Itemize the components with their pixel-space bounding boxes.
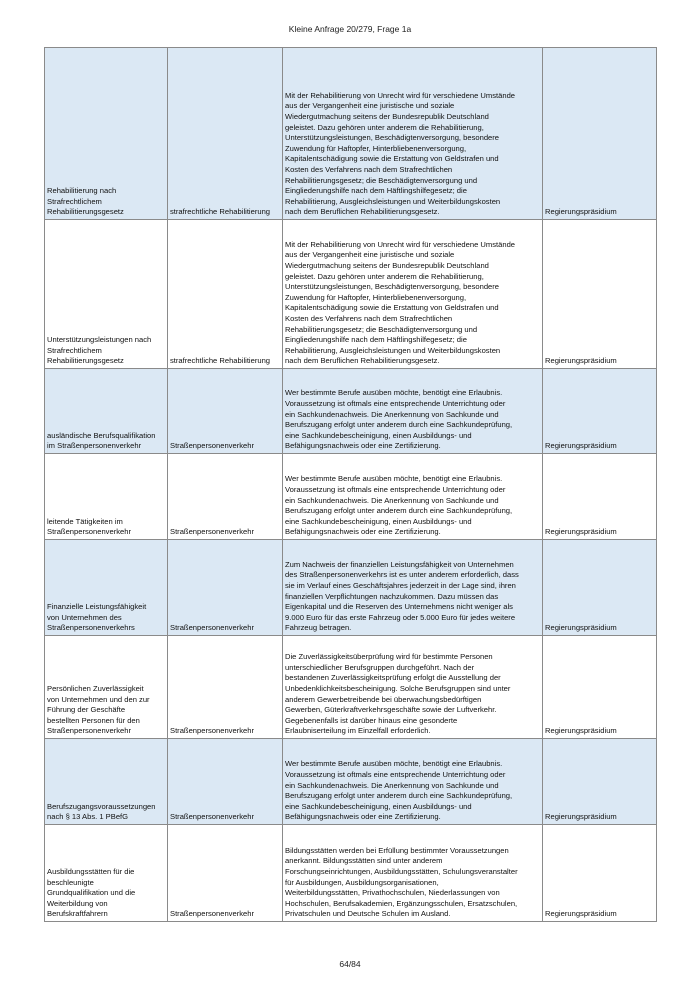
description-cell: Die Zuverlässigkeitsüberprüfung wird für bestimmte Personen unterschiedlicher Berufsgruppen durchgeführt. Nach der bestandenen Zuverlässigkeitsprüfung erfolgt die Ausstellung der Unbedenklichkeitsbescheinigung. Solche Berufsgruppen sind unter anderem Gewerbetreibende bei überwachungsbedürftigen Gewerben, Güterkraftverkehrsgeschäfte sowie der Luftverkehr. Gegebenenfalls ist darüber hinaus eine gesonderte Erlaubniserteilung im Einzelfall erforderlich.: [283, 636, 543, 739]
description-cell: Mit der Rehabilitierung von Unrecht wird für verschiedene Umstände aus der Vergangenheit eine juristische und soziale Wiedergutmachung seitens der Bundesrepublik Deutschland geleistet. Dazu gehören unter anderem die Rehabilitierung, Unterstützungsleistungen, Beschädigtenversorgung, besondere Zuwendung für Haftopfer, Hinterbliebenenversorgung, Kapitalentschädigung sowie die Erstattung von Geldstrafen und Kosten des Verfahrens nach dem Strafrechtlichen Rehabilitierungsgesetz; die Beschädigtenversorgung und Eingliederungshilfe nach dem Häftlingshilfegesetz; die Rehabilitierung, Ausgleichsleistungen und Weiterbildungskosten nach dem Beruflichen Rehabilitierungsgesetz.: [283, 48, 543, 220]
category-cell: Straßenpersonenverkehr: [168, 636, 283, 739]
description-cell: Wer bestimmte Berufe ausüben möchte, benötigt eine Erlaubnis. Voraussetzung ist oftmals eine entsprechende Unterrichtung oder ein Sachkundenachweis. Die Anerkennung von Sachkunde und Berufszugang erfolgt unter anderem durch eine Sachkundeprüfung, eine Sachkundebescheinigung, einen Ausbildungs- und Befähigungsnachweis oder eine Zertifizierung.: [283, 739, 543, 825]
table-row: [45, 369, 657, 454]
category-cell: Straßenpersonenverkehr: [168, 369, 283, 454]
description-cell: Wer bestimmte Berufe ausüben möchte, benötigt eine Erlaubnis. Voraussetzung ist oftmals eine entsprechende Unterrichtung oder ein Sachkundenachweis. Die Anerkennung von Sachkunde und Berufszugang erfolgt unter anderem durch eine Sachkundeprüfung, eine Sachkundebescheinigung, einen Ausbildungs- und Befähigungsnachweis oder eine Zertifizierung.: [283, 369, 543, 454]
category-cell: Straßenpersonenverkehr: [168, 825, 283, 922]
category-cell: Straßenpersonenverkehr: [168, 454, 283, 540]
description-cell: Wer bestimmte Berufe ausüben möchte, benötigt eine Erlaubnis. Voraussetzung ist oftmals eine entsprechende Unterrichtung oder ein Sachkundenachweis. Die Anerkennung von Sachkunde und Berufszugang erfolgt unter anderem durch eine Sachkundeprüfung, eine Sachkundebescheinigung, einen Ausbildungs- und Befähigungsnachweis oder eine Zertifizierung.: [283, 454, 543, 540]
table-row: [45, 220, 657, 369]
category-cell: strafrechtliche Rehabilitierung: [168, 48, 283, 220]
authority-cell: Regierungspräsidium: [543, 540, 657, 636]
description-cell: Mit der Rehabilitierung von Unrecht wird für verschiedene Umstände aus der Vergangenheit eine juristische und soziale Wiedergutmachung seitens der Bundesrepublik Deutschland geleistet. Dazu gehören unter anderem die Rehabilitierung, Unterstützungsleistungen, Beschädigtenversorgung, besondere Zuwendung für Haftopfer, Hinterbliebenenversorgung, Kapitalentschädigung sowie die Erstattung von Geldstrafen und Kosten des Verfahrens nach dem Strafrechtlichen Rehabilitierungsgesetz; die Beschädigtenversorgung und Eingliederungshilfe nach dem Häftlingshilfegesetz; die Rehabilitierung, Ausgleichsleistungen und Weiterbildungskosten nach dem Beruflichen Rehabilitierungsgesetz.: [283, 220, 543, 369]
table-row: [45, 825, 657, 922]
category-cell: strafrechtliche Rehabilitierung: [168, 220, 283, 369]
category-cell: Straßenpersonenverkehr: [168, 540, 283, 636]
service-name-cell: Persönlichen Zuverlässigkeit von Unternehmen und den zur Führung der Geschäfte bestellten Personen für den Straßenpersonenverkehr: [45, 636, 168, 739]
authority-cell: Regierungspräsidium: [543, 636, 657, 739]
page-number: 64/84: [339, 959, 361, 969]
table-row: [45, 636, 657, 739]
table-row: [45, 739, 657, 825]
services-table: [44, 47, 657, 922]
authority-cell: Regierungspräsidium: [543, 454, 657, 540]
table-row: [45, 540, 657, 636]
category-cell: Straßenpersonenverkehr: [168, 739, 283, 825]
authority-cell: Regierungspräsidium: [543, 825, 657, 922]
authority-cell: Regierungspräsidium: [543, 369, 657, 454]
authority-cell: Regierungspräsidium: [543, 48, 657, 220]
table-row: [45, 48, 657, 220]
service-name-cell: ausländische Berufsqualifikation im Straßenpersonenverkehr: [45, 369, 168, 454]
authority-cell: Regierungspräsidium: [543, 220, 657, 369]
authority-cell: Regierungspräsidium: [543, 739, 657, 825]
description-cell: Bildungsstätten werden bei Erfüllung bestimmter Voraussetzungen anerkannt. Bildungsstätten sind unter anderem Forschungseinrichtungen, Ausbildungsstätten, Schulungsveranstalter für Ausbildungen, Ausbildungsorganisationen, Weiterbildungsstätten, Privathochschulen, Niederlassungen von Hochschulen, Berufsakademien, Ergänzungsschulen, Ersatzschulen, Privatschulen und Deutsche Schulen im Ausland.: [283, 825, 543, 922]
description-cell: Zum Nachweis der finanziellen Leistungsfähigkeit von Unternehmen des Straßenpersonenverkehrs ist es unter anderem erforderlich, dass sie im Verlauf eines Geschäftsjahres jederzeit in der Lage sind, ihren finanziellen Verpflichtungen nachzukommen. Dazu müssen das Eigenkapital und die Reserven des Unternehmens nicht weniger als 9.000 Euro für das erste Fahrzeug oder 5.000 Euro für jedes weitere Fahrzeug betragen.: [283, 540, 543, 636]
service-name-cell: leitende Tätigkeiten im Straßenpersonenverkehr: [45, 454, 168, 540]
service-name-cell: Berufszugangsvoraussetzungen nach § 13 Abs. 1 PBefG: [45, 739, 168, 825]
service-name-cell: Ausbildungsstätten für die beschleunigte Grundqualifikation und die Weiterbildung von Berufskraftfahrern: [45, 825, 168, 922]
page-header: Kleine Anfrage 20/279, Frage 1a: [288, 24, 412, 34]
service-name-cell: Rehabilitierung nach Strafrechtlichem Rehabilitierungsgesetz: [45, 48, 168, 220]
service-name-cell: Unterstützungsleistungen nach Strafrechtlichem Rehabilitierungsgesetz: [45, 220, 168, 369]
table-row: [45, 454, 657, 540]
service-name-cell: Finanzielle Leistungsfähigkeit von Unternehmen des Straßenpersonenverkehrs: [45, 540, 168, 636]
